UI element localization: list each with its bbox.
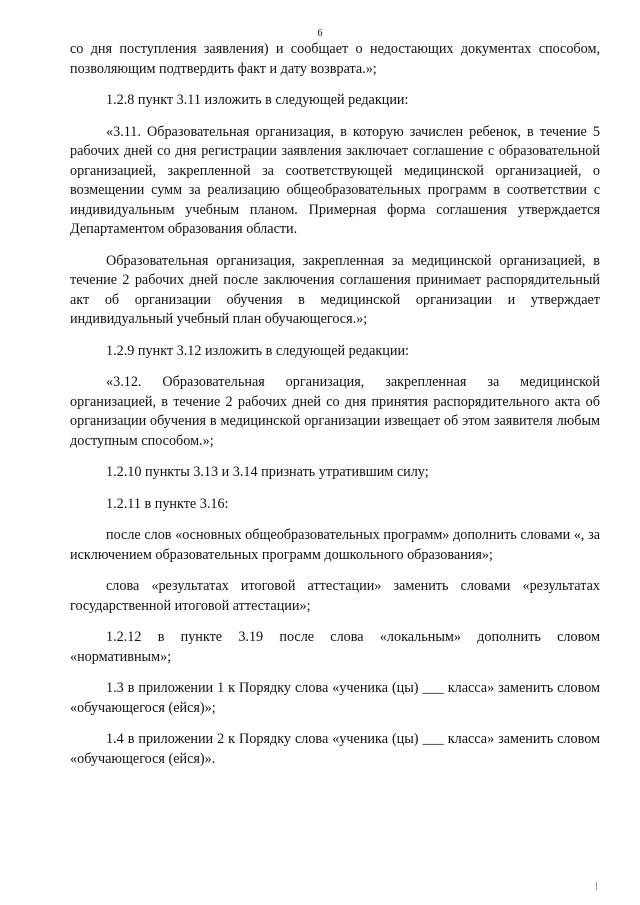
scan-mark <box>596 882 597 890</box>
paragraph-1-4: 1.4 в приложении 2 к Порядку слова «ученика (цы) ___ класса» заменить словом «обучающегося (ейся)». <box>70 731 600 767</box>
paragraph-3-12-text: «3.12. Образовательная организация, закрепленная за медицинской организацией, в течение 2 рабочих дней со дня принятия распорядительного акта об организации обучения в медицинской организации извещает об этом заявителя любым доступным способом.»; <box>70 374 600 449</box>
paragraph-3-11-second: Образовательная организация, закрепленная за медицинской организацией, в течение 2 рабочих дней после заключения соглашения принимает распорядительный акт об организации обучения в медицинской организации и утверждает индивидуальный учебный план обучающегося.»; <box>70 252 600 327</box>
page-number: 6 <box>317 28 323 39</box>
document-body <box>70 40 600 781</box>
paragraph-continuation: со дня поступления заявления) и сообщает о недостающих документах способом, позволяющим подтвердить факт и дату возврата.»; <box>70 41 600 77</box>
paragraph-1-2-9: 1.2.9 пункт 3.12 изложить в следующей редакции: <box>106 342 409 359</box>
paragraph-1-3: 1.3 в приложении 1 к Порядку слова «ученика (цы) ___ класса» заменить словом «обучающегося (ейся)»; <box>70 680 600 716</box>
paragraph-1-2-12: 1.2.12 в пункте 3.19 после слова «локальным» дополнить словом «нормативным»; <box>70 629 600 665</box>
paragraph-3-11-text: «3.11. Образовательная организация, в которую зачислен ребенок, в течение 5 рабочих дней со дня регистрации заявления заключает соглашение с образовательной организацией, закрепленной за соответствующей медицинской организацией, о возмещении сумм за реализацию общеобразовательных программ в соответствии с индивидуальным учебным планом. Примерная форма соглашения утверждается Департаментом образования области. <box>70 123 600 237</box>
paragraph-1-2-8: 1.2.8 пункт 3.11 изложить в следующей редакции: <box>106 92 409 108</box>
paragraph-3-16-replacement: слова «результатах итоговой аттестации» заменить словами «результатах государственной итоговой аттестации»; <box>70 578 600 614</box>
paragraph-3-16-addition: после слов «основных общеобразовательных программ» дополнить словами «, за исключением образовательных программ дошкольного образования»; <box>70 527 600 563</box>
paragraph-1-2-11: 1.2.11 в пункте 3.16: <box>106 495 229 512</box>
paragraph-1-2-10: 1.2.10 пункты 3.13 и 3.14 признать утратившим силу; <box>106 464 429 480</box>
